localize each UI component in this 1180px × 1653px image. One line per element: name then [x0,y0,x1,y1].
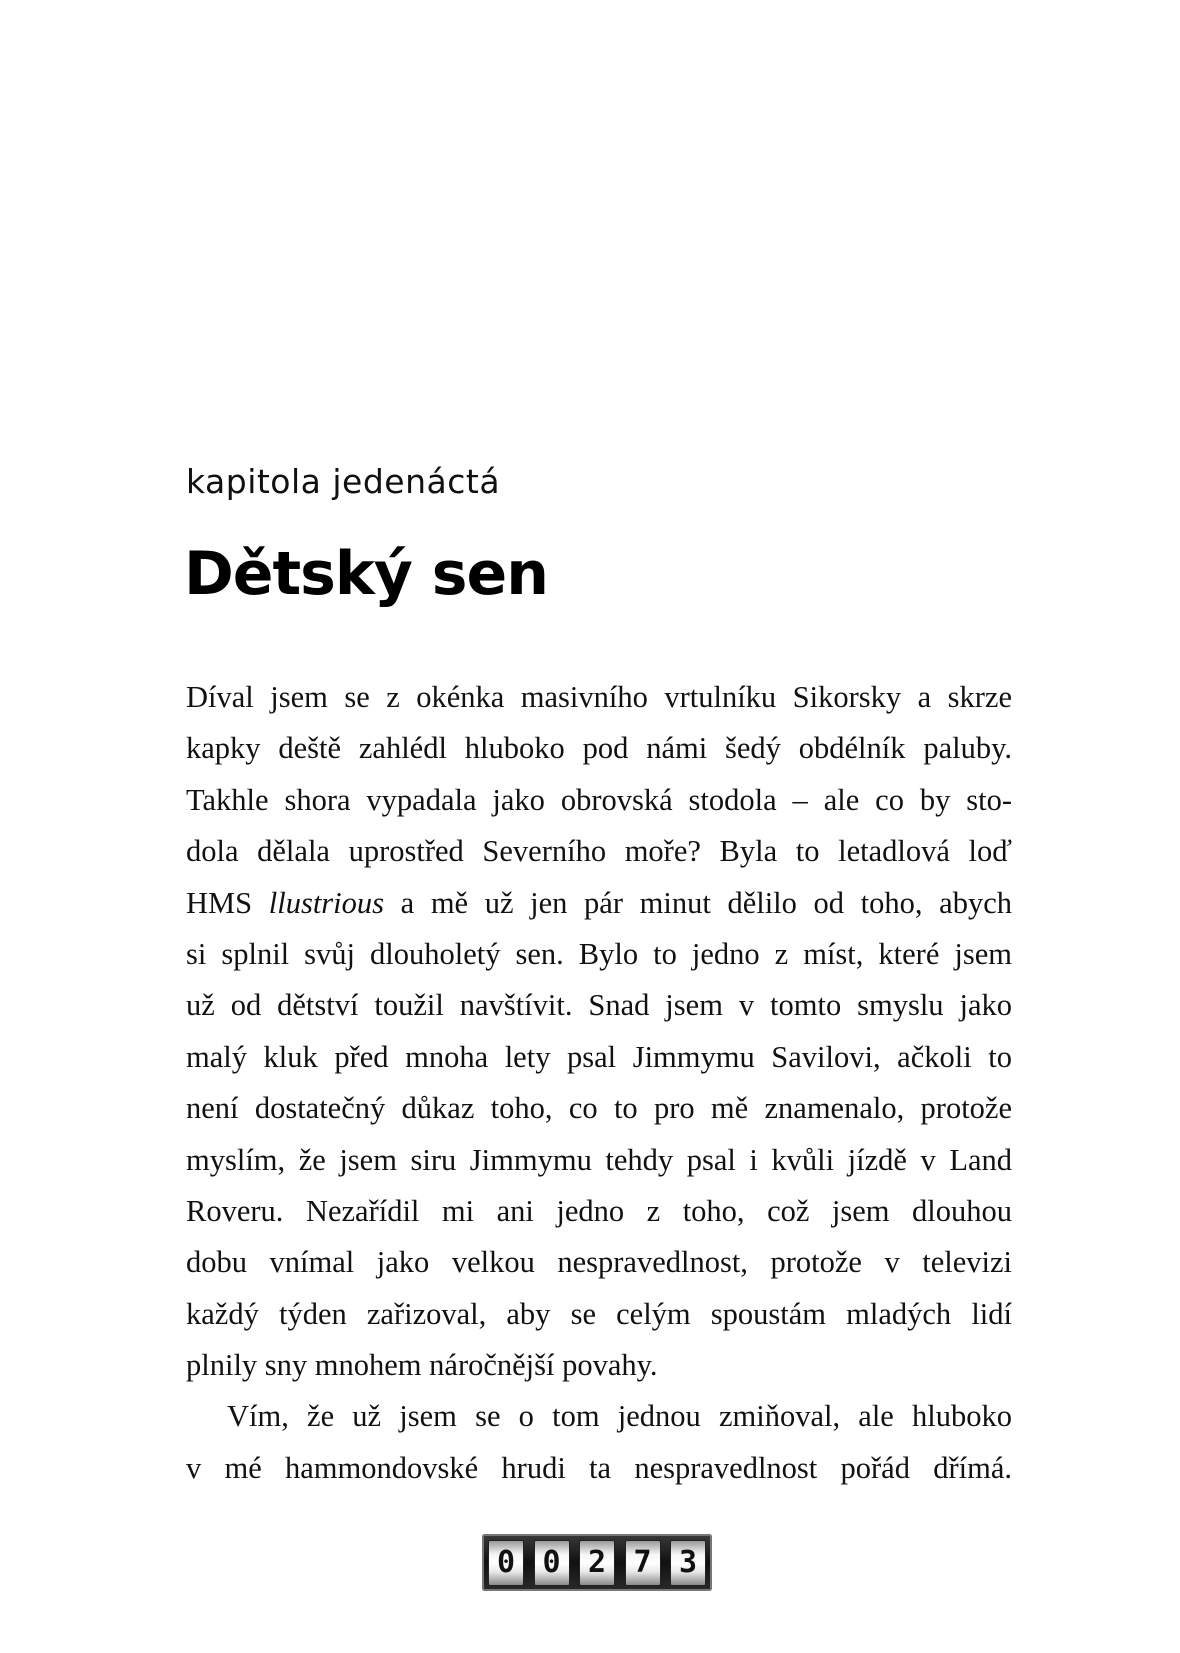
counter-digit: 0 [534,1540,570,1586]
text-line: si splnil svůj dlouholetý sen. Bylo to jedno z míst, které jsem [186,936,1012,971]
counter-digit: 2 [579,1540,615,1586]
text-line: malý kluk před mnoha lety psal Jimmymu Savilovi, ačkoli to [186,1039,1012,1074]
text-line: Takhle shora vypadala jako obrovská stodola – ale co by sto- [186,782,1012,817]
page-number-counter [482,1534,712,1591]
body-text [186,672,1012,1494]
ship-name-italic: llustrious [268,885,385,920]
text-line: už od dětství toužil navštívit. Snad jsem v tomto smyslu jako [186,988,1012,1023]
text-line: každý týden zařizoval, aby se celým spoustám mladých lidí [186,1296,1012,1331]
counter-digit: 3 [670,1540,706,1586]
text-line: Vím, že už jsem se o tom jednou zmiňoval, ale hluboko [227,1399,1012,1434]
text-line: myslím, že jsem siru Jimmymu tehdy psal i kvůli jízdě v Land [186,1142,1012,1177]
text-line: není dostatečný důkaz toho, co to pro mě znamenalo, protože [186,1091,1012,1126]
chapter-title: Dětský sen [184,539,548,609]
text-line: v mé hammondovské hrudi ta nespravedlnost pořád dřímá. [186,1450,1012,1485]
text-line: dola dělala uprostřed Severního moře? Byla to letadlová loď [186,834,1012,869]
counter-digit: 0 [488,1540,524,1586]
text-line: Díval jsem se z okénka masivního vrtulníku Sikorsky a skrze [186,680,1012,714]
chapter-label: kapitola jedenáctá [186,462,501,501]
text-line: Roveru. Nezařídil mi ani jedno z toho, což jsem dlouhou [186,1193,1012,1228]
text-line: dobu vnímal jako velkou nespravedlnost, protože v televizi [186,1245,1012,1280]
text-line: plnily sny mnohem náročnější povahy. [186,1348,658,1383]
text-segment: a mě už jen pár minut dělilo od toho, abych [384,885,1012,920]
text-line: kapky deště zahlédl hluboko pod námi šedý obdélník paluby. [186,731,1012,766]
text-line [186,878,1012,929]
counter-digit: 7 [625,1540,661,1586]
text-segment: HMS [186,885,269,920]
